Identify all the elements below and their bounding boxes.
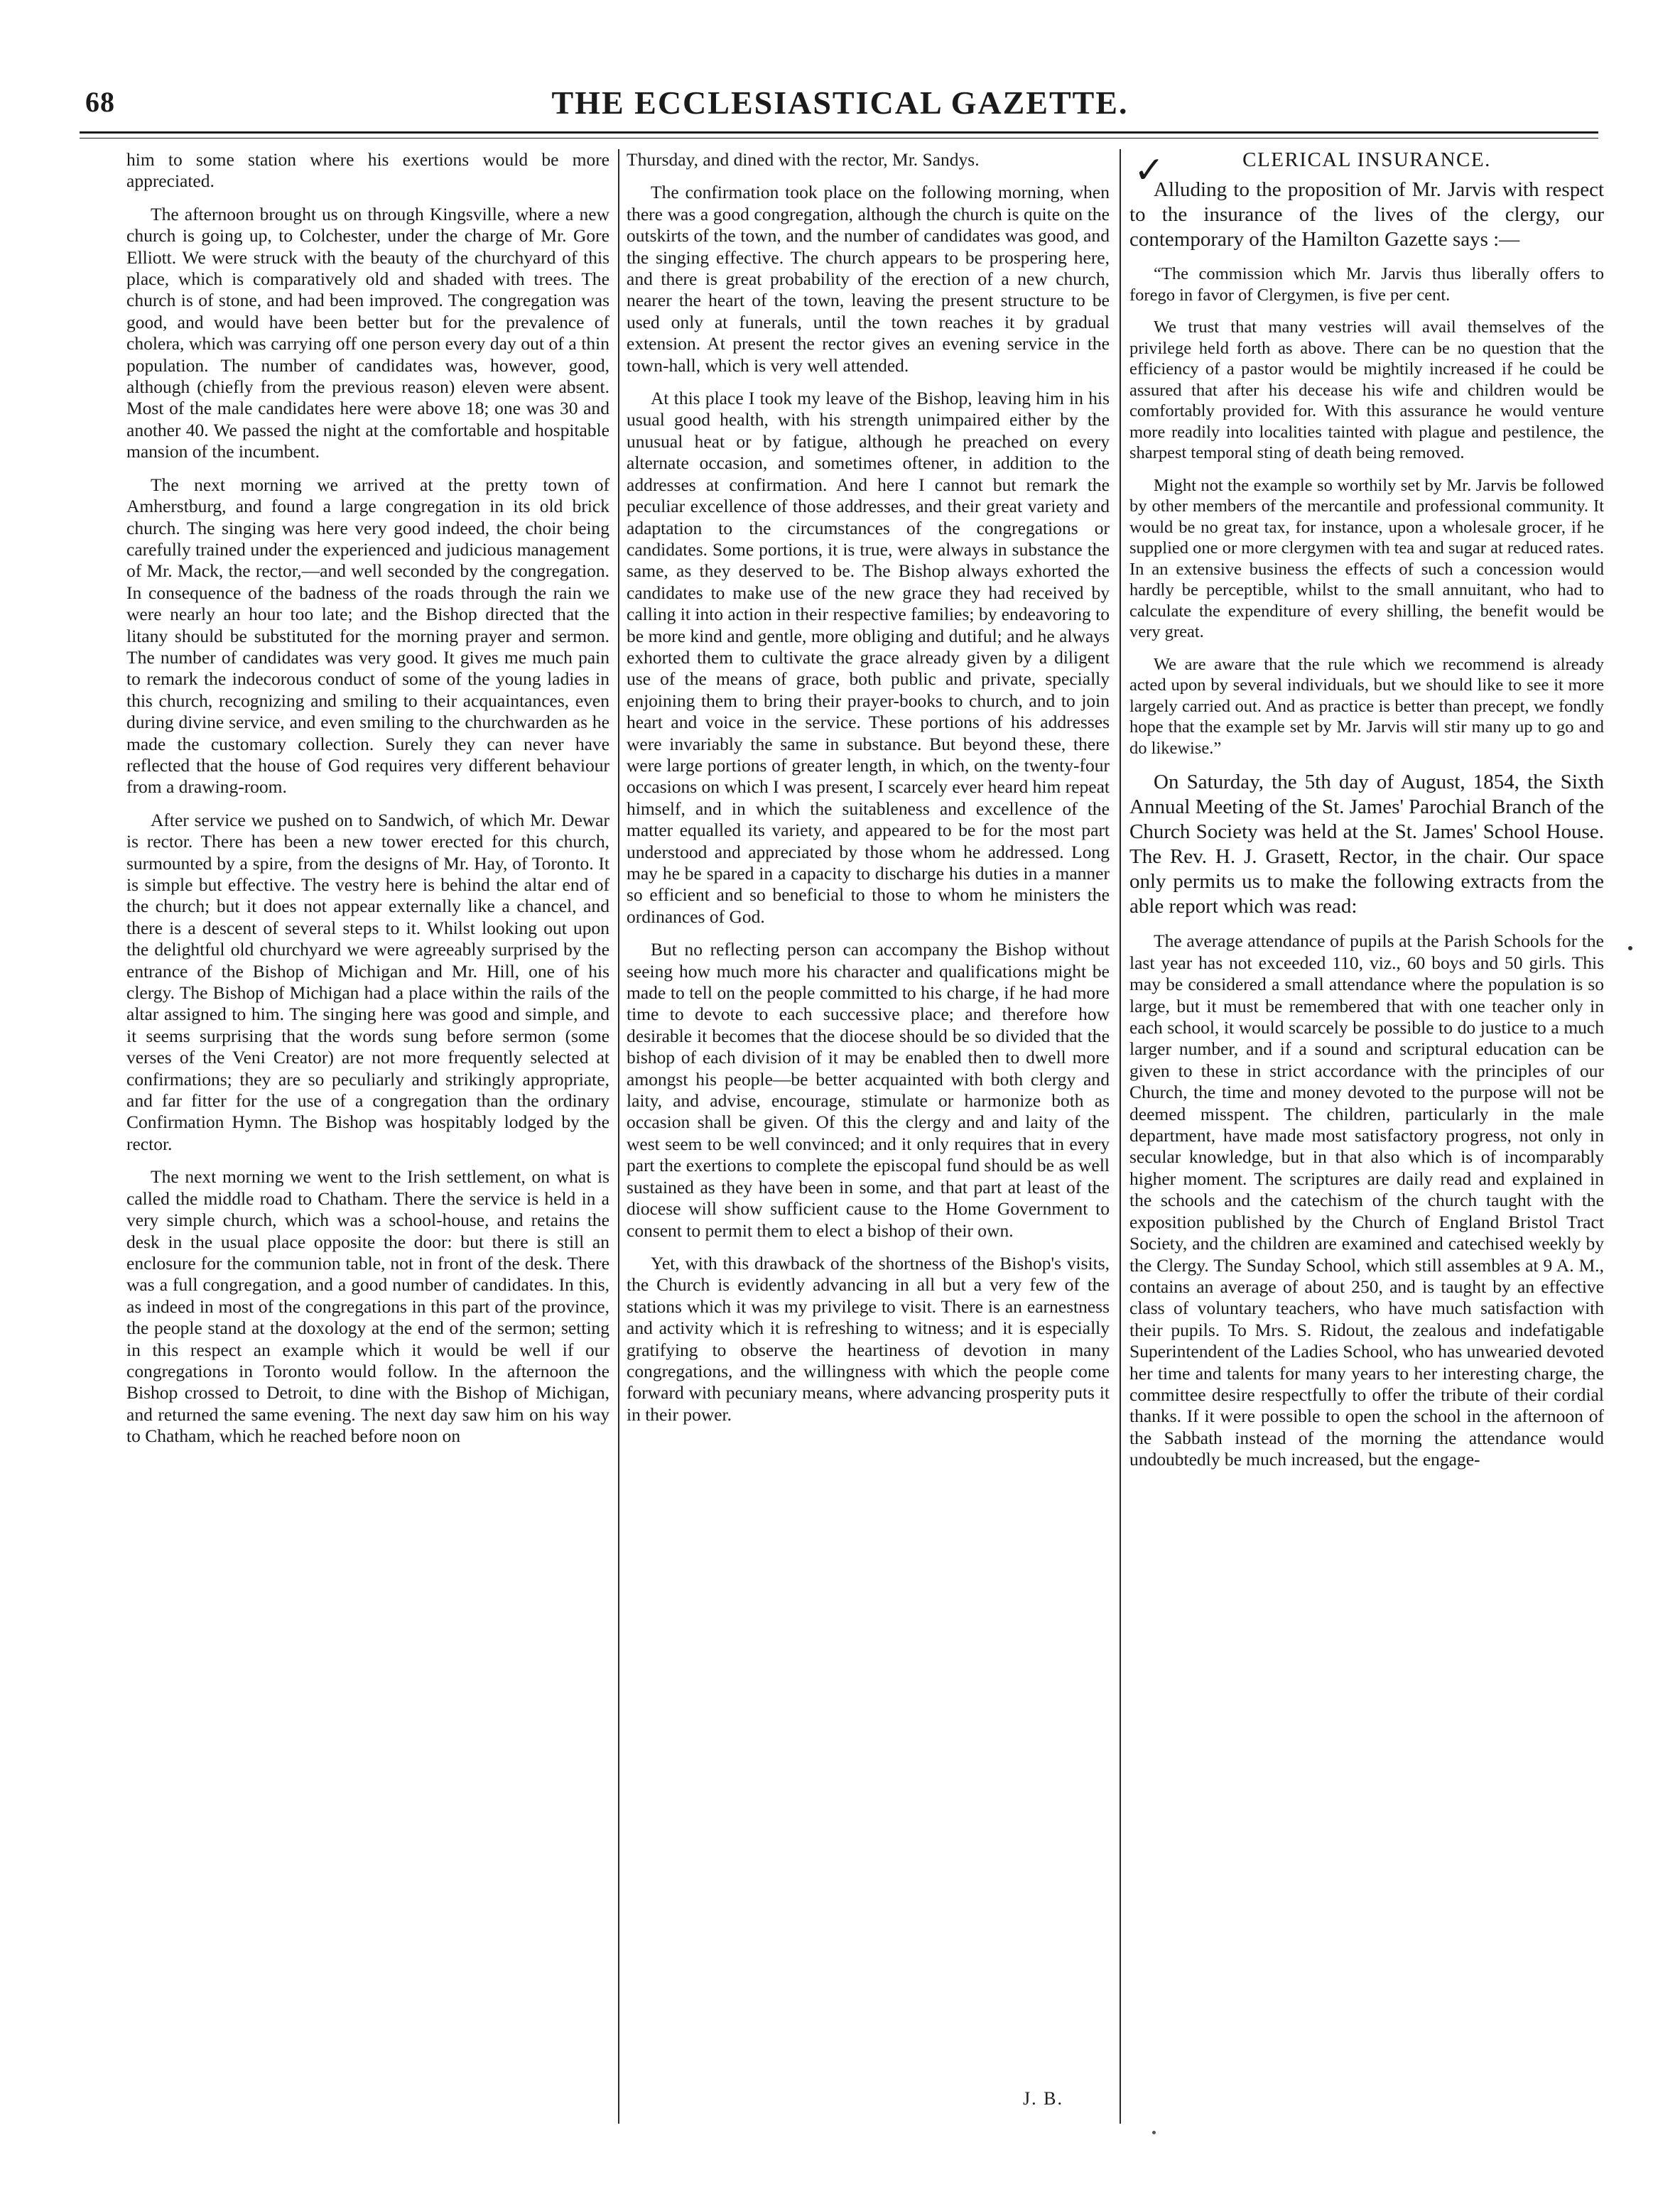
meeting-paragraph: On Saturday, the 5th day of August, 1854, the Sixth Annual Meeting of the St. James' Parochial Branch of the Church Society was held at the St. James' School House. The Rev. H. J. Grasett, Rector, in the chair. Our space only permits us to make the following extracts from the able report which was read: <box>1129 771 1604 918</box>
signature: J. B. <box>1023 2088 1063 2109</box>
column-divider-left <box>618 149 619 2124</box>
paragraph: him to some station where his exertions would be more appreciated. <box>126 149 609 192</box>
page-number: 68 <box>85 86 115 118</box>
margin-mark <box>1628 946 1632 950</box>
paragraph: But no reflecting person can accompany the Bishop without seeing how much more his character and qualifications might be made to tell on the people committed to his charge, if he had more time to devote to each successive place; and therefore how desirable it becomes that the diocese should be so divided that the bishop of each division of it may be enabled then to dwell more amongst his people—be better acquainted with both clergy and laity, and advise, encourage, stimulate or harmonize both as occasion shall be given. Of this the clergy and and laity of the west seem to be well convinced; and it only requires that in every part the exertions to complete the episcopal fund should be as well sustained as they have been in some, and that part at least of the diocese will show sufficient cause to the Home Government to consent to permit them to elect a bishop of their own. <box>627 939 1110 1241</box>
paragraph: The next morning we arrived at the pretty town of Amherstburg, and found a large congregation in its old brick church. The singing was here very good indeed, the choir being carefully trained under the experienced and judicious management of Mr. Mack, the rector,—and well seconded by the congregation. In consequence of the badness of the roads through the rain we were nearly an hour too late; and the Bishop directed that the litany should be substituted for the morning prayer and sermon. The number of candidates was very good. It gives me much pain to remark the indecorous conduct of some of the young ladies in this church, recognizing and smiling to their acquaintances, even during divine service, and even smiling to the churchwarden as he made the customary collection. Surely they can never have reflected that the house of God requires very different behaviour from a drawing-room. <box>126 474 609 798</box>
paragraph: At this place I took my leave of the Bishop, leaving him in his usual good health, with his strength unimpaired either by the unusual heat or by fatigue, although he preached on every alternate occasion, and sometimes oftener, in addition to the addresses at confirmation. And here I cannot but remark the peculiar excellence of those addresses, and their great variety and adaptation to the circumstances of the congregations or candidates. Some portions, it is true, were always in substance the same, as they deserved to be. The Bishop always exhorted the candidates to make use of the new grace they had received by calling it into action in their respective families; by endeavoring to be more kind and gentle, more obliging and dutiful; and he always exhorted them to cultivate the grace already given by a diligent use of the means of grace, both public and private, specially enjoining them to bring their prayer-books to church, and to join heart and voice in the service. These portions of his addresses were invariably the same in substance. But beyond these, there were large portions of greater length, in which, on the twenty-four occasions on which I was present, I scarcely ever heard him repeat himself, and in which the suitableness and excellence of the matter equalled its variety, and appeared to be for the most part understood and appreciated by those whom he addressed. Long may he be spared in a capacity to discharge his duties in a manner so efficient and so beneficial to those to whom he ministers the ordinances of God. <box>627 388 1110 927</box>
masthead: THE ECCLESIASTICAL GAZETTE. <box>551 85 1129 121</box>
header-rule <box>80 131 1598 134</box>
paragraph: The next morning we went to the Irish settlement, on what is called the middle road to Chatham. There the service is held in a very simple church, which was a school-house, and retains the desk in the usual place opposite the door: but there is still an enclosure for the communion table, not in front of the desk. There was a full congregation, and a good number of candidates. In this, as indeed in most of the congregations in this part of the province, the people stand at the doxology at the end of the sermon; setting in this respect an example which it would be well if our congregations in Toronto would follow. In the afternoon the Bishop crossed to Detroit, to dine with the Bishop of Michigan, and returned the same evening. The next day saw him on his way to Chatham, which he reached before noon on <box>126 1166 609 1447</box>
section-title: CLERICAL INSURANCE. <box>1242 149 1491 171</box>
quote-paragraph: Might not the example so worthily set by Mr. Jarvis be followed by other members of the mercantile and professional community. It would be no great tax, for instance, upon a wholesale grocer, if he supplied one or more clergymen with tea and sugar at reduced rates. In an extensive business the effects of such a concession would hardly be perceptible, whilst to the small annuitant, who had to calculate the expenditure of every shilling, the benefit would be very great. <box>1129 475 1604 642</box>
checkmark-icon: ✓ <box>1134 149 1165 192</box>
quote-paragraph: We are aware that the rule which we recommend is already acted upon by several individuals, but we should like to see it more largely carried out. And as practice is better than precept, we fondly hope that the example set by Mr. Jarvis will stir many up to go and do likewise.” <box>1129 654 1604 758</box>
paragraph: Yet, with this drawback of the shortness of the Bishop's visits, the Church is evidently advancing in all but a very few of the stations which it was my privilege to visit. There is an earnestness and activity which it is refreshing to witness; and it is especially gratifying to observe the heartiness of devotion in many congregations, and the willingness with which the people come forward with pecuniary means, where advancing prosperity puts it in their power. <box>627 1252 1110 1425</box>
paragraph: The confirmation took place on the following morning, when there was a good congregation, although the church is quite on the outskirts of the town, and the number of candidates was good, and the singing effective. The church appears to be prospering here, and there is great probability of the erection of a new church, nearer the heart of the town, leaving the present structure to be used only at funerals, until the town reaches it by gradual extension. At present the rector gives an evening service in the town-hall, which is very well attended. <box>627 182 1110 376</box>
column-3 <box>1129 149 1604 2124</box>
column-2 <box>627 149 1110 2124</box>
paragraph: Thursday, and dined with the rector, Mr. Sandys. <box>627 149 980 170</box>
article-intro: Alluding to the proposition of Mr. Jarvis with respect to the insurance of the lives of the clergy, our contemporary of the Hamilton Gazette says :— <box>1129 178 1604 251</box>
quote-paragraph: We trust that many vestries will avail themselves of the privilege held forth as above. There can be no question that the efficiency of a pastor would be mightily increased if he could be assured that after his decease his wife and children would be comfortably provided for. With this assurance he would venture more readily into localities tainted with plague and pestilence, the sharpest temporal sting of death being removed. <box>1129 317 1604 463</box>
report-paragraph: The average attendance of pupils at the Parish Schools for the last year has not exceeded 110, viz., 60 boys and 50 girls. This may be considered a small attendance where the population is so large, but it must be remembered that with one teacher only in each school, it would scarcely be possible to do justice to a much larger number, and if a sound and scriptural education can be given to these in strict accordance with the principles of our Church, the time and money devoted to the purpose will not be deemed misspent. The children, particularly in the male department, have made most satisfactory progress, not only in secular knowledge, but in that also which is of incomparably higher moment. The scriptures are daily read and explained in the schools and the catechism of the church taught with the exposition published by the Church of England Bristol Tract Society, and the children are examined and catechised weekly by the Clergy. The Sunday School, which still assembles at 9 A. M., contains an average of about 250, and is taught by an effective class of voluntary teachers, who have much satisfaction with their pupils. To Mrs. S. Ridout, the zealous and indefatigable Superintendent of the Ladies School, who has unwearied devoted her time and talents for many years to her interesting charge, the committee desire respectfully to offer the tribute of their cordial thanks. If it were possible to open the school in the afternoon of the Sabbath instead of the morning the attendance would undoubtedly be much increased, but the engage- <box>1129 930 1604 1470</box>
header-rule-thin <box>80 138 1598 139</box>
quote-paragraph: “The commission which Mr. Jarvis thus liberally offers to forego in favor of Clergymen, is five per cent. <box>1129 264 1604 305</box>
paragraph: After service we pushed on to Sandwich, of which Mr. Dewar is rector. There has been a new tower erected for this church, surmounted by a spire, from the designs of Mr. Hay, of Toronto. It is simple but effective. The vestry here is behind the altar end of the church; but it does not appear externally like a chancel, and there is a descent of several steps to it. Whilst looking out upon the delightful old churchyard we were agreeably surprised by the entrance of the Bishop of Michigan and Mr. Hill, one of his clergy. The Bishop of Michigan had a place within the rails of the altar assigned to him. The singing here was good and simple, and it seems surprising that the words sung before sermon (some verses of the Veni Creator) are not more frequently selected at confirmations; they are so peculiarly and strikingly appropriate, and far fitter for the use of a congregation than the ordinary Confirmation Hymn. The Bishop was hospitably lodged by the rector. <box>126 809 609 1154</box>
column-divider-right <box>1120 149 1121 2124</box>
column-1 <box>126 149 609 2124</box>
paragraph: The afternoon brought us on through Kingsville, where a new church is going up, to Colchester, under the charge of Mr. Gore Elliott. We were struck with the beauty of the churchyard of this place, which is comparatively old and shaded with trees. The church is of stone, and had been improved. The congregation was good, and would have been better but for the prevalence of cholera, which was carrying off one person every day out of a thin population. The number of candidates was, however, good, although (chiefly from the previous reason) eleven were absent. Most of the male candidates here were above 18; one was 30 and another 40. We passed the night at the comfortable and hospitable mansion of the incumbent. <box>126 203 609 462</box>
bottom-mark <box>1152 2131 1156 2134</box>
